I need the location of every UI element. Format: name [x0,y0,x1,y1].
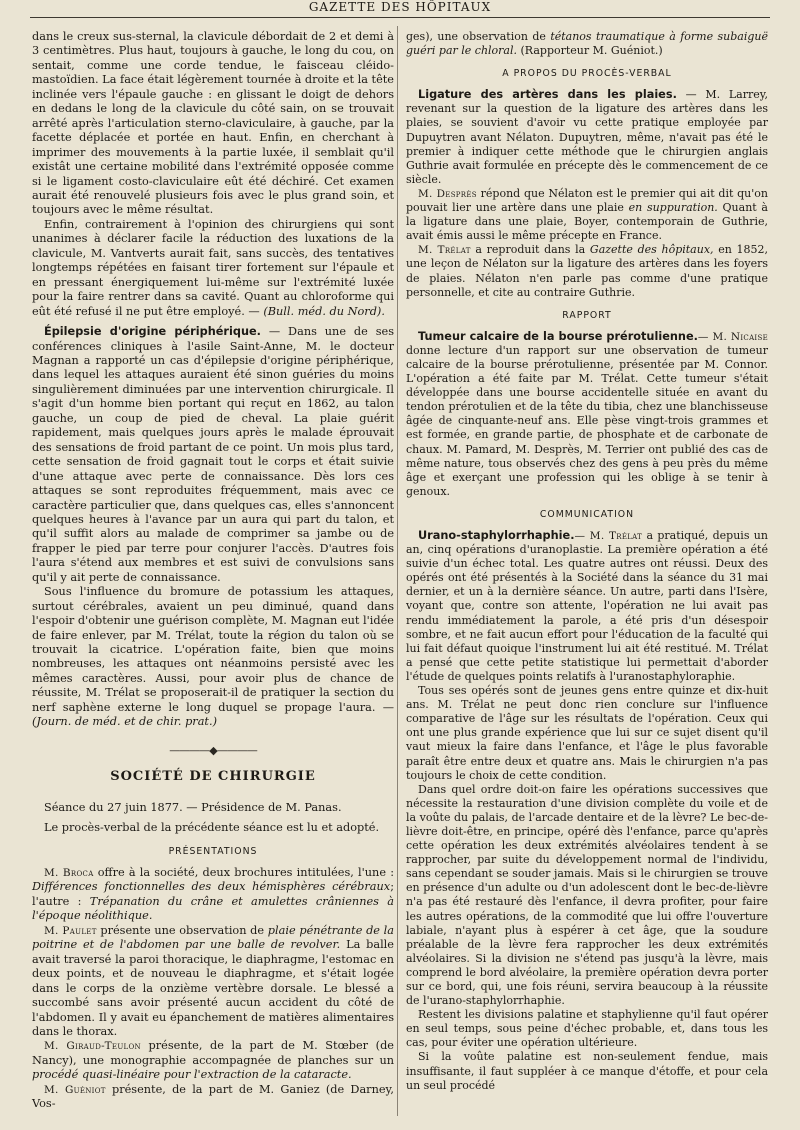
paragraph-epilepsie [32,325,394,585]
conclusion-text: Enfin, contrairement à l'opinion des chirurgiens qui sont unanimes à déclarer facile la réduction des luxations de la clavicule, M. Vantverts aurait fait, sans succès, des tentatives longtemps répétées en faisant tirer fortement sur l'épaule et en pressant énergiquement lui-même sur l'extrémité luxée pour la faire rentrer dans sa cavité. Quant au chloroforme qui eût été refusé il ne put être employé. — [32,217,394,318]
heading-communication: COMMUNICATION [539,508,635,520]
broca-title-1: Différences fonctionnelles des deux hémisphères cérébraux [32,880,391,894]
heading-presentations: PRÉSENTATIONS [168,845,258,857]
epilepsie-text: — Dans une de ses conférences cliniques à l'asile Saint-Anne, M. le docteur Magnan a rapporté un cas d'épilepsie d'origine périphérique, dans lequel les attaques auraient été sinon guéries du moins singulièrement diminuées par une intervention chirurgicale. Il s'agit d'un homme bien portant qui reçut en 1862, au talon gauche, un coup de pied de cheval. La plaie guérit rapidement, mais quelques jours après le malade éprouvait des sensations de froid partant de ce point. Un mois plus tard, cette sensation de froid gagnait tout le corps et était suivie d'une attaque avec perte de connaissance. Dès lors ces attaques se sont reproduites fréquemment, mais avec ce caractère particulier que, dans quelques cas, elles s'annoncent quelques heures à l'avance par un aura qui part du talon, et qu'il suffit alors au malade de comprimer sa jambe ou de frapper le pied par terre pour conjurer l'accès. D'autres fois l'aura s'étend aux membres et est suivi de convulsions sans qu'il y ait perte de connaissance. [32,325,395,584]
society-title: SOCIÉTÉ DE CHIRURGIE [110,769,316,785]
heading-rapport: RAPPORT [562,309,612,321]
paragraph-restent: Restent les divisions palatine et staphylienne qu'il faut opérer en seul temps, sous peine d'échec probable, et, dans tous les cas, pour éviter une opération ultérieure. [406,1008,768,1050]
broca-text: offre à la société, deux brochures intitulées, l'une : [97,866,395,880]
paragraph-ordre: Dans quel ordre doit-on faire les opérations successives que nécessite la restauration d'une division complète du voile et de la voûte du palais, de l'arcade dentaire et de la lèvre? Le bec-de-lièvre doit-être, en principe, opéré dès l'enfance, parce qu'après cette opération les deux extrémités alvéolaires tendent à se rapprocher, par suite du développement normal de l'individu, sans cependant se souder jamais. Mais si le chirurgien se trouve en présence d'un adulte ou d'un adolescent dont le bec-de-lièvre n'a pas été restauré dès l'enfance, il devra profiter, pour faire les autres opérations, de la commodité que lui offre l'ouverture labiale, n'ayant plus à espérer à cet âge, que la soudure préalable de la lèvre fera rapprocher les deux extrémités alvéolaires. Si la division ne s'étend pas jusqu'à la lèvre, mais comprend le bord alvéolaire, la première opération devra porter sur ce bord, qui, une fois réuni, servira beaucoup à la réussite de l'urano-staphylorrhaphie. [406,782,768,1008]
paragraph-despres [406,187,768,243]
speaker-gueniot: M. Guéniot [44,1083,106,1096]
broca-title-2: Trépanation du crâne et amulettes crâniennes à l'époque néolithique. [32,894,394,923]
paragraph-broca [32,866,394,924]
trelat-italic: Gazette des hôpitaux, [589,243,714,257]
ligature-text: — M. Larrey, revenant sur la question de la ligature des artères dans les plaies, se souvient d'avoir vu cette pratique employée par Dupuytren avant Nélaton. Dupuytren, même, n'avait pas été le premier à indiquer cette méthode que le chirurgien anglais Guthrie avait formulée en précepte dès le commencement de ce siècle. [406,88,768,186]
paragraph-tumeur [406,330,768,499]
article-title-urano: Urano-staphylorrhaphie. [418,529,575,542]
broca-text-2: ; l'autre : [32,880,394,908]
article-title-ligature: Ligature des artères dans les plaies. [418,88,677,102]
speaker-trelat: M. Trélat [418,244,471,257]
article-title-epilepsie: Épilepsie d'origine périphérique. [44,325,261,339]
urano-text: a pratiqué, depuis un an, cinq opérations d'uranoplastie. La première opération a été suivie d'un échec total. Les quatre autres ont réussi. Deux des opérés ont été présentés à la Société dans la séance du 31 mai dernier, et un à la dernière séance. Un autre, parti dans l'Isère, voyant que, contre son attente, l'opération ne lui avait pas rendu immédiatement la parole, a été pris d'un désespoir sombre, et ne fait aucun effort pour l'éducation de la faculté qui lui fait défaut quoique l'instrument lui ait été restitué. M. Trélat a pensé que cette petite statistique lui permettait d'aborder l'étude de quelques points relatifs à l'uranostaphyloraphie. [406,529,768,683]
rapporteur-line: (Rapporteur M. Guéniot.) [520,44,663,58]
paragraph-ligature [406,88,768,187]
paragraph-giraud [32,1039,394,1082]
header-rule [30,17,770,18]
paragraph-gueniot [32,1083,394,1112]
paragraph-urano [406,529,768,684]
paulet-title: plaie pénétrante de la poitrine et de l'abdomen par une balle de revolver. [32,923,395,952]
giraud-title: procédé quasi-linéaire pour l'extraction de la cataracte. [32,1068,352,1082]
paragraph-conclusion [32,218,394,319]
speaker-giraud: M. Giraud-Teulon [44,1040,141,1053]
speaker-nicaise: — M. Nicaise [697,330,768,343]
tetanos-lead: ges), une observation de [406,30,546,43]
paulet-text-2: La balle avait traversé la paroi thoracique, le diaphragme, l'estomac en deux points, et de nouveau le diaphragme, et s'était logée dans le corps de la onzième vertèbre dorsale. Le blessé a succombé sans avoir présenté aucun accident du côté de l'abdomen. Il y avait eu épanchement de matières alimentaires dans le thorax. [32,938,394,1038]
source-nord: (Bull. méd. du Nord). [263,304,385,318]
tetanos-title: tétanos traumatique à forme subaiguë guéri par le chloral. [406,30,768,58]
column-divider [397,26,398,1116]
paulet-text: présente une observation de [100,923,265,937]
bromure-text: Sous l'influence du bromure de potassium les attaques, surtout cérébrales, avaient un peu diminué, quand dans l'espoir d'obtenir une guérison complète, M. Magnan eut l'idée de faire enlever, par M. Trélat, toute la région du talon où se trouvait la cicatrice. L'opération faite, bien que moins nombreuses, les attaques ont néanmoins persisté avec les mêmes caractères. Aussi, pour avoir plus de chance de réussite, M. Trélat se proposerait-il de pratiquer la section du nerf saphène externe le long duquel se propage l'aura. — [32,585,394,714]
tumeur-text: donne lecture d'un rapport sur une observation de tumeur calcaire de la bourse prérotulienne, présentée par M. Connor. L'opération a été faite par M. Trélat. Cette tumeur s'était développée dans une bourse accidentelle située en avant du tendon prérotulien et de la tête du tibia, chez une blanchisseuse âgée de cinquante-neuf ans. Elle pèse vingt-trois grammes et est formée, en grande partie, de phosphate et de carbonate de chaux. M. Pamard, M. Desprès, M. Terrier ont publié des cas de même nature, tous observés chez des gens à peu près du même âge et exerçant une profession qui les oblige à se tenir à genoux. [406,343,768,498]
despres-text-2: Quant à la ligature dans une plaie, Boyer, contemporain de Guthrie, avait émis aussi le même précepte en France. [406,201,768,243]
trelat-text-2: en 1852, une leçon de Nélaton sur la ligature des artères dans les foyers de plaies. Nélaton n'en parle pas comme d'une pratique personnelle, et cite au contraire Guthrie. [406,243,769,299]
speaker-trelat-2: — M. Trélat [574,530,643,542]
article-title-tumeur: Tumeur calcaire de la bourse prérotulienne. [418,329,698,343]
paragraph-tetanos [406,30,768,58]
paragraph-trelat [406,243,768,299]
speaker-broca: M. Broca [44,867,94,880]
heading-apropos: A PROPOS DU PROCÈS-VERBAL [502,68,672,80]
gueniot-text: présente, de la part de M. Ganiez (de Darney, Vos- [32,1082,395,1111]
trelat-text: a reproduit dans la [475,243,586,257]
left-column [32,30,394,1112]
speaker-paulet: M. Paulet [44,924,97,937]
paragraph-voute: Si la voûte palatine est non-seulement fendue, mais insuffisante, il faut suppléer à ce manque d'étoffe, et pour cela un seul procédé [406,1050,768,1092]
paragraph-paulet [32,924,394,1040]
paragraph-bromure [32,585,394,730]
right-column [406,30,768,1093]
giraud-text: présente, de la part de M. Stœber (de Nancy), une monographie accompagnée de planches sur un [32,1039,394,1067]
paragraph-operes: Tous ses opérés sont de jeunes gens entre quinze et dix-huit ans. M. Trélat ne peut donc rien conclure sur l'influence comparative de l'âge sur les résultats de l'opération. Ceux qui ont une plus grande expérience que lui sur ce sujet disent qu'il vaut mieux la faire dans l'enfance, et l'âge le plus favorable paraît être entre deux et quatre ans. Mais le chirurgien n'a pas toujours le choix de cette condition. [406,684,768,782]
despres-text: répond que Nélaton est le premier qui ait dit qu'on pouvait lier une artère dans une plaie [406,186,768,215]
section-ornament: ————◆———— [169,743,257,757]
running-title: GAZETTE DES HÔPITAUX [308,0,492,14]
source-journal: (Journ. de méd. et de chir. prat.) [32,715,217,729]
speaker-despres: M. Desprès [418,187,477,200]
seance-line: Séance du 27 juin 1877. — Présidence de M. Panas. [44,800,342,814]
despres-italic: en suppuration. [628,201,718,215]
paragraph-dislocation: dans le creux sus-sternal, la clavicule débordait de 2 et demi à 3 centimètres. Plus haut, toujours à gauche, le long du cou, on sentait, comme une corde tendue, le faisceau cléido-mastoïdien. La face était légèrement tournée à droite et la tête inclinée vers l'épaule gauche : en glissant le doigt de dehors en dedans le long de la clavicule du côté sain, on se trouvait arrêté après l'articulation sterno-claviculaire, à gauche, par la facette déplacée et portée en haut. Enfin, en cherchant à imprimer des mouvements à la partie luxée, il semblait qu'il existât une certaine mobilité dans l'extrémité opposée comme si le ligament costo-claviculaire eût été déchiré. Cet examen aurait été renouvelé plusieurs fois avec le plus grand soin, et toujours avec le même résultat. [32,30,394,217]
proces-verbal-line: Le procès-verbal de la précédente séance est lu et adopté. [44,821,380,835]
